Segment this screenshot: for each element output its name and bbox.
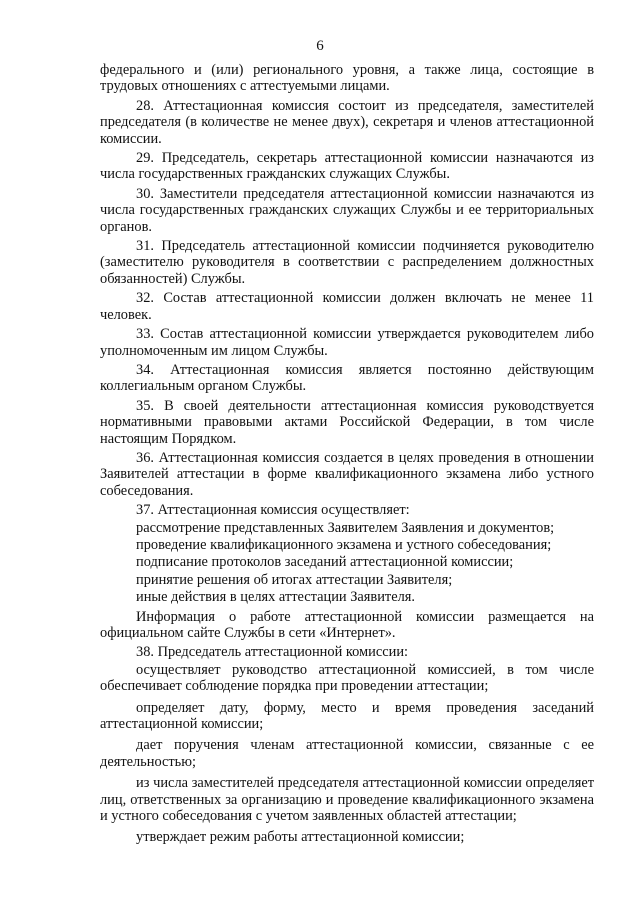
list-item: утверждает режим работы аттестационной комиссии; <box>136 829 465 846</box>
list-item: осуществляет руководство аттестационной комиссией, в том числе обеспечивает соблюдение порядка при проведении аттестации; <box>100 661 594 695</box>
paragraph-33: 33. Состав аттестационной комиссии утверждается руководителем либо уполномоченным им лицом Службы. <box>100 326 594 359</box>
paragraph-continuation: федерального и (или) регионального уровня, а также лица, состоящие в трудовых отношениях с аттестуемыми лицами. <box>100 62 594 95</box>
paragraph-30: 30. Заместители председателя аттестационной комиссии назначаются из числа государственных гражданских служащих Службы и ее территориальных органов. <box>100 185 594 235</box>
paragraph-34: 34. Аттестационная комиссия является постоянно действующим коллегиальным органом Службы. <box>100 361 594 395</box>
paragraph-information: Информация о работе аттестационной комиссии размещается на официальном сайте Службы в сети «Интернет». <box>100 608 594 641</box>
page-number: 6 <box>316 38 324 54</box>
list-item: из числа заместителей председателя аттестационной комиссии определяет лиц, ответственных за организацию и проведение квалификационного экзамена и устного собеседования с учетом заявленных областей аттестации; <box>100 775 594 825</box>
list-item: иные действия в целях аттестации Заявителя. <box>136 589 415 606</box>
paragraph-35: 35. В своей деятельности аттестационная комиссия руководствуется нормативными правовыми актами Российской Федерации, в том числе настоящим Порядком. <box>100 397 594 447</box>
list-item: проведение квалификационного экзамена и устного собеседования; <box>136 536 552 553</box>
list-item: рассмотрение представленных Заявителем Заявления и документов; <box>136 519 555 536</box>
paragraph-28: 28. Аттестационная комиссия состоит из председателя, заместителей председателя (в количестве не менее двух), секретаря и членов аттестационной комиссии. <box>100 97 594 147</box>
paragraph-29: 29. Председатель, секретарь аттестационной комиссии назначаются из числа государственных гражданских служащих Службы. <box>100 150 594 183</box>
document-body <box>100 62 594 849</box>
list-item: подписание протоколов заседаний аттестационной комиссии; <box>136 554 514 571</box>
list-item: определяет дату, форму, место и время проведения заседаний аттестационной комиссии; <box>100 699 594 733</box>
paragraph-37: 37. Аттестационная комиссия осуществляет: <box>136 502 410 519</box>
list-item: дает поручения членам аттестационной комиссии, связанные с ее деятельностью; <box>100 737 594 770</box>
list-item: принятие решения об итогах аттестации Заявителя; <box>136 571 453 588</box>
paragraph-31: 31. Председатель аттестационной комиссии подчиняется руководителю (заместителю руководителя в соответствии с распределением должностных обязанностей) Службы. <box>100 238 594 287</box>
paragraph-32: 32. Состав аттестационной комиссии должен включать не менее 11 человек. <box>100 290 594 323</box>
paragraph-36: 36. Аттестационная комиссия создается в целях проведения в отношении Заявителей аттестации в форме квалификационного экзамена либо устного собеседования. <box>100 449 594 499</box>
paragraph-38: 38. Председатель аттестационной комиссии: <box>136 644 409 661</box>
